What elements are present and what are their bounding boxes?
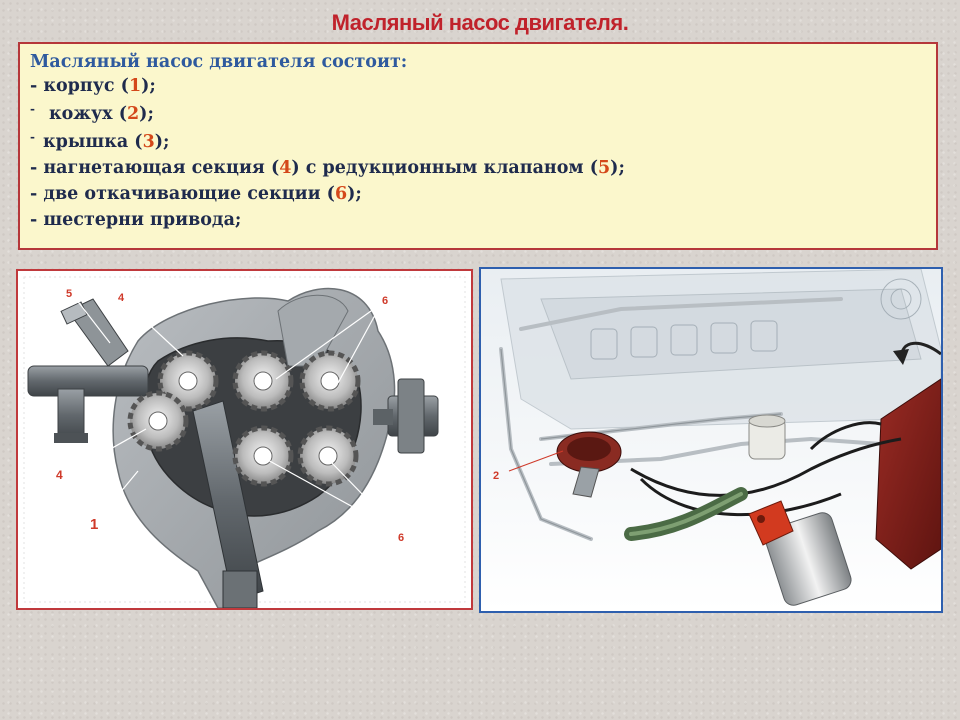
- callout-4-left: 4: [56, 468, 63, 482]
- callout-6-top: 6: [382, 295, 389, 307]
- callout-5: 5: [66, 288, 73, 300]
- pump-section-drawing: [18, 271, 471, 608]
- composition-item-5: - две откачивающие секции (6);: [30, 184, 362, 204]
- composition-box: [18, 42, 938, 250]
- callout-2: 2: [493, 470, 500, 482]
- composition-heading: Масляный насос двигателя состоит:: [30, 52, 408, 72]
- composition-item-1: - корпус (1);: [30, 76, 156, 96]
- composition-item-3: - крышка (3);: [30, 130, 170, 152]
- pump-section-image: [16, 269, 473, 610]
- installation-drawing: [481, 269, 941, 611]
- composition-item-2: - кожух (2);: [30, 102, 154, 124]
- composition-item-6: - шестерни привода;: [30, 210, 242, 230]
- callout-6-bottom: 6: [398, 532, 405, 544]
- callout-4-top: 4: [118, 292, 125, 304]
- composition-item-4: - нагнетающая секция (4) с редукционным клапаном (5);: [30, 158, 625, 178]
- slide-title: Масляный насос двигателя.: [331, 10, 629, 35]
- pump-installation-image: [479, 267, 943, 613]
- callout-1: 1: [90, 516, 99, 533]
